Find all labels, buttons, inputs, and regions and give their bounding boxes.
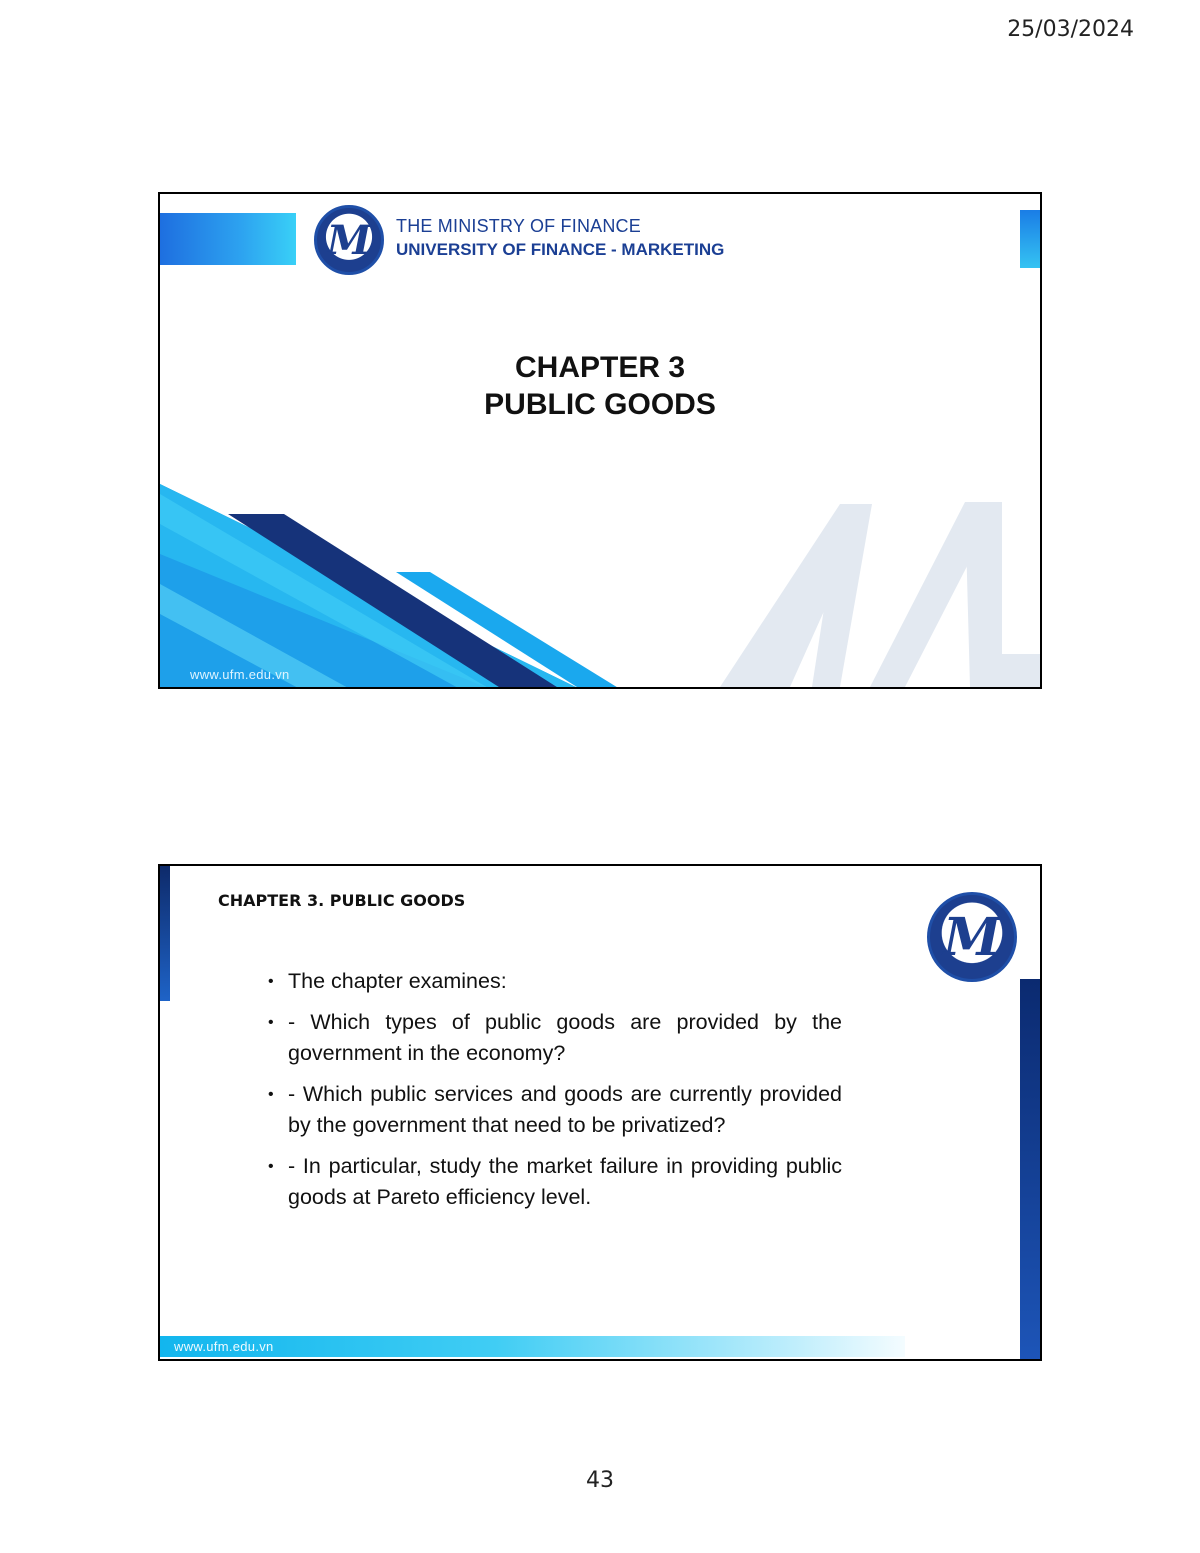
bullet-icon: •: [268, 1158, 274, 1175]
list-item-text: - Which types of public goods are provided by the government in the economy?: [288, 1010, 842, 1065]
list-item: [268, 1079, 842, 1141]
website-url: www.ufm.edu.vn: [190, 667, 290, 682]
university-name: UNIVERSITY OF FINANCE - MARKETING: [396, 240, 725, 259]
content-slide: [158, 864, 1042, 1361]
list-item-text: The chapter examines:: [288, 969, 507, 993]
logo-letter: M: [943, 906, 1001, 968]
bullet-list: [268, 966, 842, 1223]
list-item-text: - In particular, study the market failure in providing public goods at Pareto efficiency level.: [288, 1154, 842, 1209]
bullet-icon: •: [268, 1014, 274, 1031]
diagonal-stripes-decoration: [160, 194, 1040, 689]
list-item: [268, 1007, 842, 1069]
left-accent-bar: [160, 866, 170, 1001]
list-item: [268, 1151, 842, 1213]
university-logo: [927, 892, 1017, 982]
slide-title-line1: CHAPTER 3: [514, 351, 686, 384]
logo-letter: M: [326, 216, 372, 264]
bullet-icon: •: [268, 1086, 274, 1103]
slide-header: CHAPTER 3. PUBLIC GOODS: [218, 891, 466, 910]
slide-title-line2: PUBLIC GOODS: [484, 388, 716, 421]
list-item: [268, 966, 842, 997]
list-item-text: - Which public services and goods are currently provided by the government that need to be privatized?: [288, 1082, 842, 1137]
ministry-name: THE MINISTRY OF FINANCE: [396, 216, 641, 236]
title-slide: [158, 192, 1042, 689]
slide-title: [160, 349, 1040, 423]
website-url: www.ufm.edu.vn: [174, 1339, 274, 1354]
page-number: 43: [586, 1468, 614, 1493]
bullet-icon: •: [268, 973, 274, 990]
right-accent-bar: [1020, 979, 1040, 1361]
page-date: 25/03/2024: [1007, 17, 1134, 42]
